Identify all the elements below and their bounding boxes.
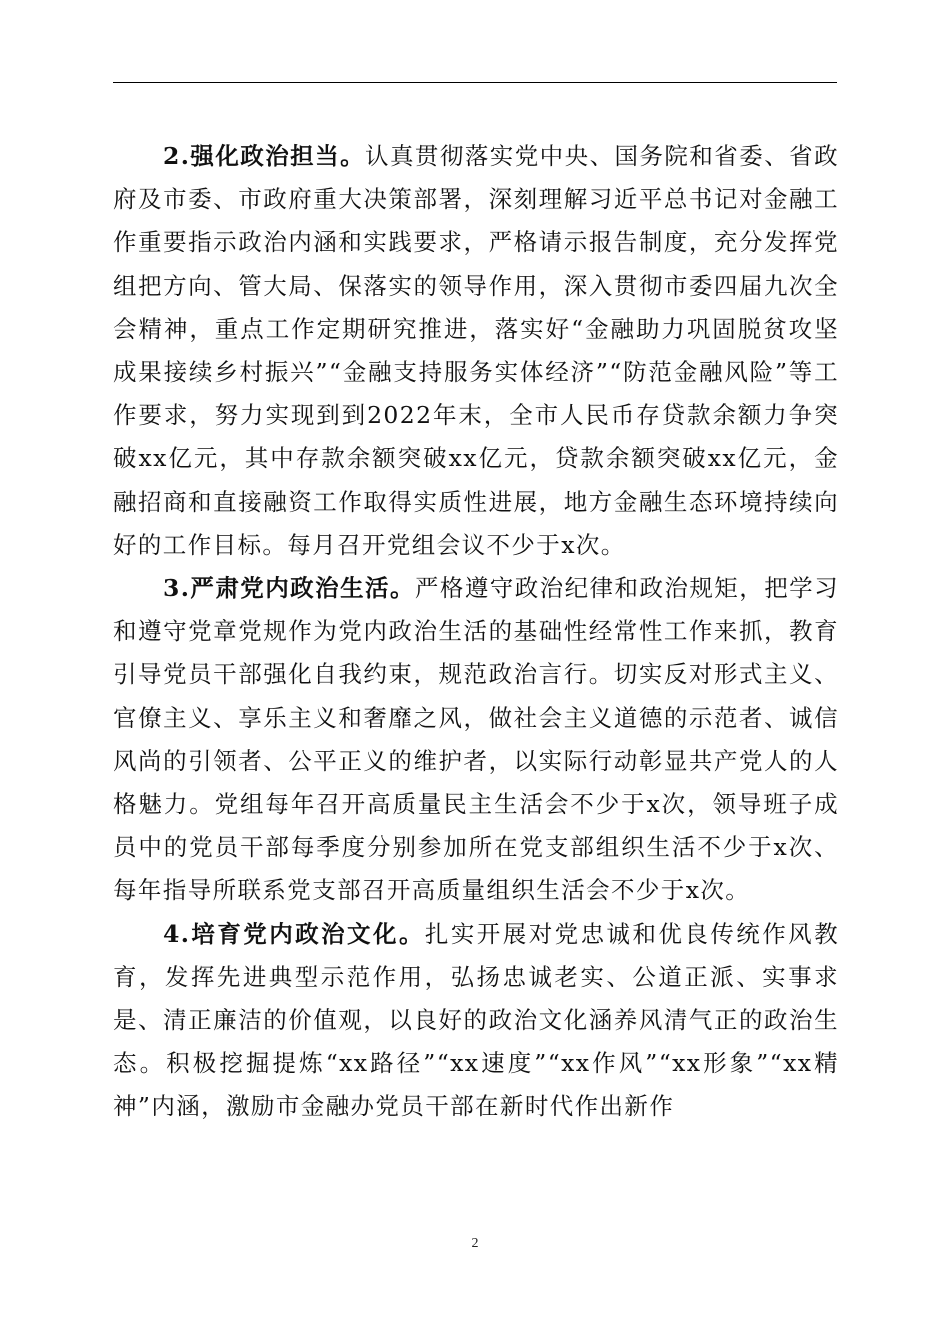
paragraph-heading: 3.严肃党内政治生活。 — [163, 574, 415, 603]
page-number: 2 — [471, 1236, 479, 1251]
paragraph-heading: 4.培育党内政治文化。 — [163, 919, 425, 948]
paragraph-text: 严格遵守政治纪律和政治规矩，把学习和遵守党章党规作为党内政治生活的基础性经常性工作来抓，教育引导党员干部强化自我约束，规范政治言行。切实反对形式主义、官僚主义、享乐主义和奢靡之风，做社会主义道德的示范者、诚信风尚的引领者、公平正义的维护者，以实际行动彰显共产党人的人格魅力。党组每年召开高质量民主生活会不少于x次，领导班子成员中的党员干部每季度分别参加所在党支部组织生活不少于x次、每年指导所联系党支部召开高质量组织生活会不少于x次。 — [113, 574, 839, 905]
header-rule — [113, 82, 837, 83]
paragraph-heading: 2.强化政治担当。 — [163, 142, 366, 170]
paragraph-strengthen-political-responsibility — [113, 135, 839, 567]
paragraph-party-political-culture — [113, 913, 839, 1129]
paragraph-text: 认真贯彻落实党中央、国务院和省委、省政府及市委、市政府重大决策部署，深刻理解习近平总书记对金融工作重要指示政治内涵和实践要求，严格请示报告制度，充分发挥党组把方向、管大局、保落实的领导作用，深入贯彻市委四届九次全会精神，重点工作定期研究推进，落实好“金融助力巩固脱贫攻坚成果接续乡村振兴”“金融支持服务实体经济”“防范金融风险”等工作要求，努力实现到到2022年末，全市人民币存贷款余额力争突破xx亿元，其中存款余额突破xx亿元，贷款余额突破xx亿元，金融招商和直接融资工作取得实质性进展，地方金融生态环境持续向好的工作目标。每月召开党组会议不少于x次。 — [113, 142, 839, 559]
paragraph-text: 扎实开展对党忠诚和优良传统作风教育，发挥先进典型示范作用，弘扬忠诚老实、公道正派、实事求是、清正廉洁的价值观，以良好的政治文化涵养风清气正的政治生态。积极挖掘提炼“xx路径”“xx速度”“xx作风”“xx形象”“xx精神”内涵，激励市金融办党员干部在新时代作出新作 — [113, 919, 839, 1121]
document-body — [113, 135, 839, 1129]
paragraph-party-political-life — [113, 567, 839, 913]
